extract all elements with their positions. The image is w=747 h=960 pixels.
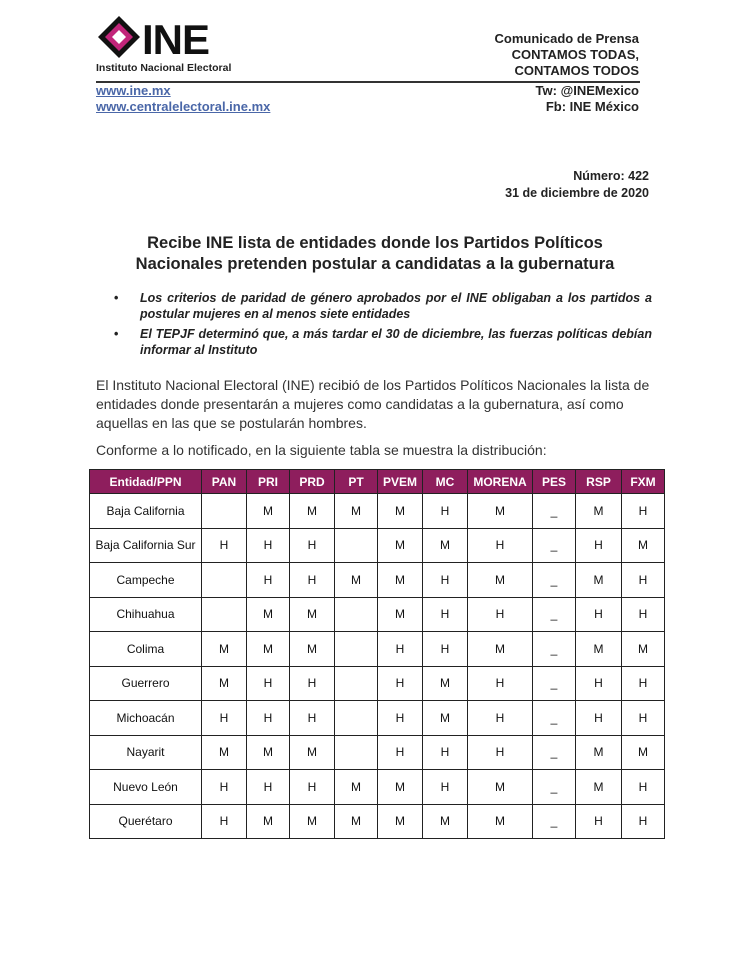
party-cell: M: [468, 770, 533, 805]
bullet-item: [112, 290, 652, 322]
header-cell: FXM: [622, 470, 665, 494]
party-cell: H: [622, 804, 665, 839]
party-cell: H: [202, 804, 247, 839]
party-cell: M: [576, 563, 622, 598]
party-cell: H: [576, 701, 622, 736]
press-header: [495, 31, 639, 79]
entity-cell: Baja California Sur: [90, 528, 202, 563]
party-cell: M: [378, 494, 423, 529]
party-cell: M: [202, 632, 247, 667]
party-cell: H: [622, 563, 665, 598]
table-row: [90, 701, 665, 736]
table-header-row: [90, 470, 665, 494]
entity-cell: Querétaro: [90, 804, 202, 839]
party-cell: M: [423, 804, 468, 839]
party-cell: M: [290, 632, 335, 667]
party-cell: M: [247, 804, 290, 839]
body-paragraph-2: Conforme a lo notificado, en la siguiente tabla se muestra la distribución:: [96, 442, 547, 458]
entity-cell: Nuevo León: [90, 770, 202, 805]
party-cell: M: [576, 735, 622, 770]
party-cell: H: [622, 701, 665, 736]
headline-line-2: Nacionales pretenden postular a candidatas a la gubernatura: [135, 255, 615, 273]
header-cell: RSP: [576, 470, 622, 494]
header-cell: MORENA: [468, 470, 533, 494]
party-cell: M: [468, 632, 533, 667]
table-row: [90, 563, 665, 598]
party-cell: H: [378, 701, 423, 736]
party-cell: [335, 701, 378, 736]
party-cell: M: [247, 597, 290, 632]
entity-cell: Colima: [90, 632, 202, 667]
party-cell: [335, 735, 378, 770]
party-cell: M: [290, 804, 335, 839]
table-row: [90, 494, 665, 529]
party-cell: H: [622, 666, 665, 701]
party-cell: M: [290, 597, 335, 632]
entity-cell: Baja California: [90, 494, 202, 529]
party-cell: _: [533, 735, 576, 770]
ine-website-link[interactable]: www.ine.mx: [96, 83, 171, 98]
party-cell: M: [576, 770, 622, 805]
party-cell: M: [622, 528, 665, 563]
entity-cell: Nayarit: [90, 735, 202, 770]
party-cell: M: [622, 735, 665, 770]
party-cell: H: [290, 563, 335, 598]
party-cell: _: [533, 701, 576, 736]
party-cell: M: [468, 804, 533, 839]
header-links: [96, 83, 270, 115]
party-cell: M: [576, 494, 622, 529]
party-cell: H: [202, 770, 247, 805]
party-cell: _: [533, 632, 576, 667]
entity-cell: Guerrero: [90, 666, 202, 701]
entity-cell: Campeche: [90, 563, 202, 598]
bullet-dot-icon: •: [114, 327, 119, 341]
party-cell: [202, 563, 247, 598]
party-cell: M: [423, 528, 468, 563]
party-cell: M: [378, 563, 423, 598]
party-cell: _: [533, 770, 576, 805]
release-meta: [505, 168, 649, 202]
party-cell: [335, 528, 378, 563]
party-cell: H: [378, 632, 423, 667]
party-cell: H: [423, 770, 468, 805]
summary-bullets: [112, 290, 652, 362]
party-cell: H: [247, 770, 290, 805]
party-cell: H: [202, 528, 247, 563]
party-cell: M: [335, 804, 378, 839]
release-date: 31 de diciembre de 2020: [505, 186, 649, 200]
party-cell: H: [423, 563, 468, 598]
party-cell: H: [423, 494, 468, 529]
party-cell: H: [622, 597, 665, 632]
party-cell: M: [247, 494, 290, 529]
institution-name: Instituto Nacional Electoral: [96, 62, 232, 74]
party-cell: M: [247, 735, 290, 770]
bullet-text: Los criterios de paridad de género aprobados por el INE obligaban a los partidos a postular mujeres en al menos siete entidades: [140, 291, 652, 321]
party-cell: H: [290, 701, 335, 736]
party-cell: M: [335, 770, 378, 805]
header-cell: PAN: [202, 470, 247, 494]
bullet-dot-icon: •: [114, 291, 119, 305]
party-cell: [202, 597, 247, 632]
party-cell: M: [290, 494, 335, 529]
table-row: [90, 666, 665, 701]
party-cell: M: [622, 632, 665, 667]
distribution-table: [89, 469, 665, 839]
header-cell: PT: [335, 470, 378, 494]
logo-word: INE: [142, 16, 210, 63]
party-cell: _: [533, 563, 576, 598]
party-cell: H: [378, 666, 423, 701]
table-row: [90, 632, 665, 667]
table-row: [90, 735, 665, 770]
party-cell: H: [423, 632, 468, 667]
party-cell: M: [335, 563, 378, 598]
party-cell: H: [576, 597, 622, 632]
header-cell: PES: [533, 470, 576, 494]
header-cell: Entidad/PPN: [90, 470, 202, 494]
party-cell: M: [335, 494, 378, 529]
central-electoral-link[interactable]: www.centralelectoral.ine.mx: [96, 99, 271, 114]
party-cell: H: [202, 701, 247, 736]
headline: [96, 233, 654, 275]
party-cell: H: [576, 528, 622, 563]
bullet-text: El TEPJF determinó que, a más tardar el 30 de diciembre, las fuerzas políticas debían informar al Instituto: [140, 327, 652, 357]
party-cell: [202, 494, 247, 529]
party-cell: H: [247, 563, 290, 598]
party-cell: M: [378, 770, 423, 805]
party-cell: _: [533, 528, 576, 563]
ine-logo-icon: [96, 16, 142, 58]
release-number: Número: 422: [573, 169, 649, 183]
party-cell: H: [423, 597, 468, 632]
social-handles: [536, 83, 639, 115]
table-body: [90, 494, 665, 839]
party-cell: H: [468, 701, 533, 736]
header-cell: PRD: [290, 470, 335, 494]
party-cell: [335, 666, 378, 701]
table-row: [90, 770, 665, 805]
party-cell: H: [290, 666, 335, 701]
party-cell: _: [533, 666, 576, 701]
header-cell: PVEM: [378, 470, 423, 494]
party-cell: [335, 632, 378, 667]
facebook-handle: Fb: INE México: [545, 99, 639, 114]
party-cell: M: [202, 735, 247, 770]
party-cell: H: [468, 528, 533, 563]
party-cell: H: [247, 666, 290, 701]
press-label: Comunicado de Prensa: [494, 31, 639, 46]
party-cell: H: [468, 666, 533, 701]
body-paragraph-1: El Instituto Nacional Electoral (INE) recibió de los Partidos Políticos Nacionales la lista de entidades donde presentarán a mujeres como candidatas a la gubernatura, así como aquellas en las que se postularán hombres.: [96, 377, 650, 431]
party-cell: H: [247, 528, 290, 563]
bullet-item: [112, 326, 652, 358]
party-cell: M: [247, 632, 290, 667]
party-cell: _: [533, 804, 576, 839]
party-cell: M: [468, 563, 533, 598]
header-cell: MC: [423, 470, 468, 494]
slogan-line-2: CONTAMOS TODOS: [514, 63, 639, 78]
party-cell: M: [378, 804, 423, 839]
party-cell: H: [468, 597, 533, 632]
party-cell: M: [202, 666, 247, 701]
party-cell: [335, 597, 378, 632]
party-cell: H: [622, 494, 665, 529]
table-row: [90, 804, 665, 839]
ine-logo: [96, 16, 246, 76]
party-cell: H: [576, 666, 622, 701]
headline-line-1: Recibe INE lista de entidades donde los Partidos Políticos: [147, 234, 603, 252]
table-row: [90, 528, 665, 563]
party-cell: M: [468, 494, 533, 529]
party-cell: H: [247, 701, 290, 736]
entity-cell: Michoacán: [90, 701, 202, 736]
party-cell: H: [468, 735, 533, 770]
header-cell: PRI: [247, 470, 290, 494]
party-cell: H: [622, 770, 665, 805]
table-row: [90, 597, 665, 632]
party-cell: _: [533, 597, 576, 632]
party-cell: M: [423, 666, 468, 701]
party-cell: H: [290, 770, 335, 805]
twitter-handle: Tw: @INEMexico: [535, 83, 639, 98]
party-cell: H: [290, 528, 335, 563]
party-cell: M: [378, 597, 423, 632]
slogan-line-1: CONTAMOS TODAS,: [511, 47, 639, 62]
party-cell: H: [576, 804, 622, 839]
party-cell: M: [423, 701, 468, 736]
party-cell: M: [378, 528, 423, 563]
entity-cell: Chihuahua: [90, 597, 202, 632]
party-cell: M: [290, 735, 335, 770]
party-cell: H: [423, 735, 468, 770]
party-cell: M: [576, 632, 622, 667]
party-cell: _: [533, 494, 576, 529]
party-cell: H: [378, 735, 423, 770]
